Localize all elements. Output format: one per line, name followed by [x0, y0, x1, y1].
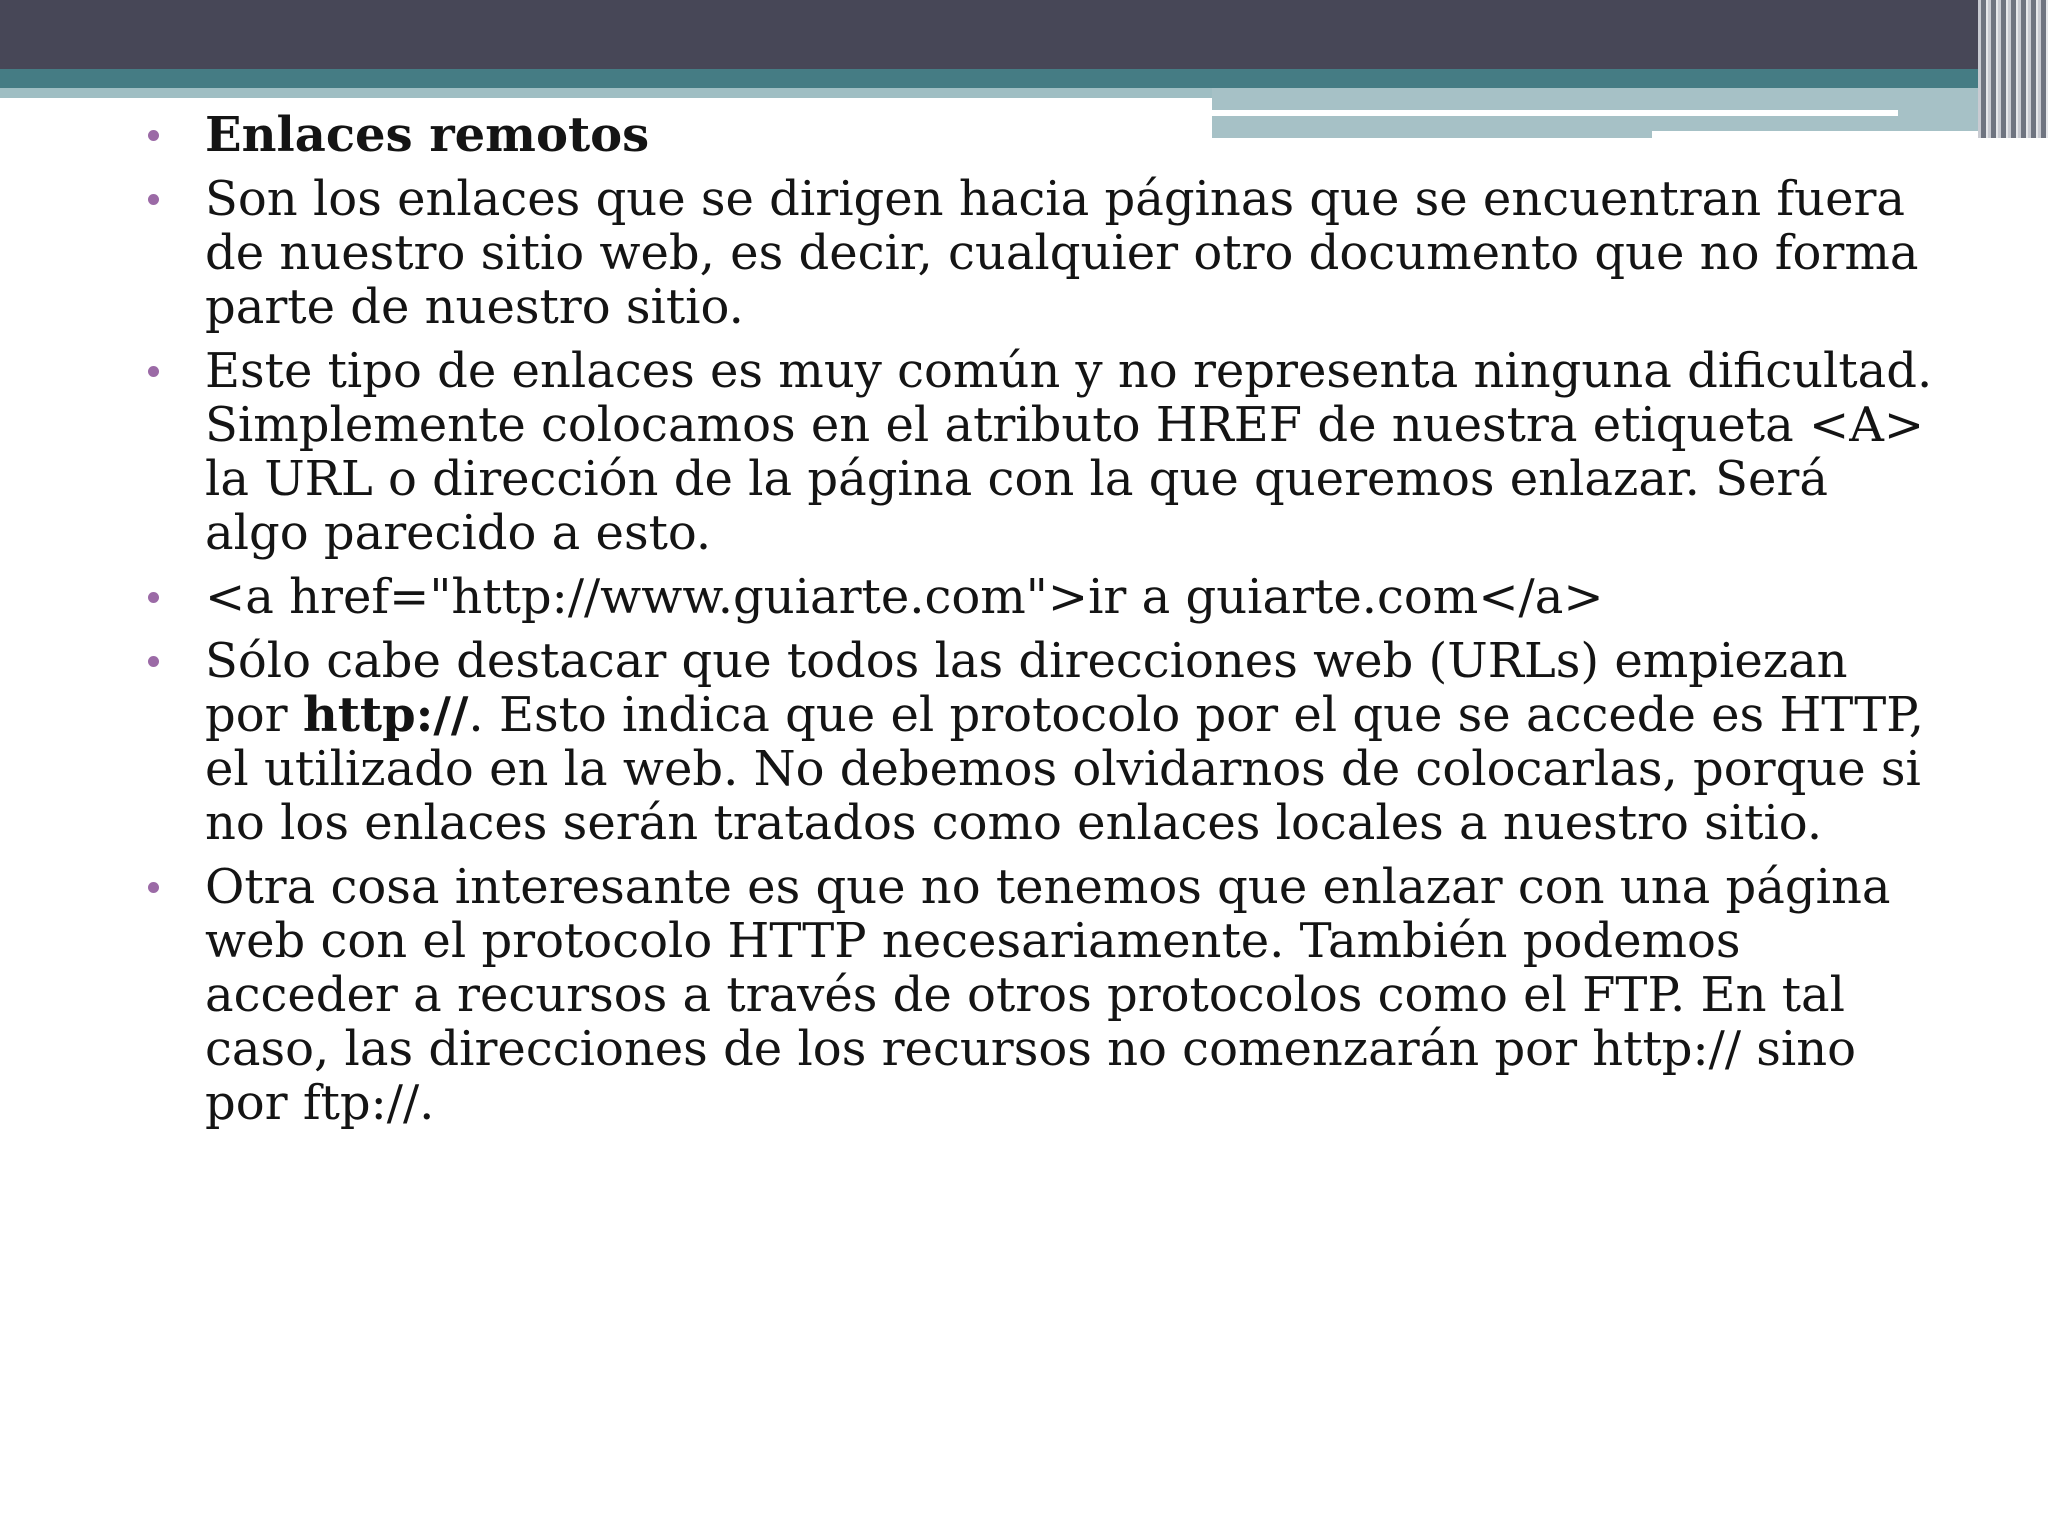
bullet-item	[142, 172, 1942, 334]
bullet-item	[142, 570, 1942, 624]
bullet-icon	[148, 882, 159, 893]
bullet-text-after: . Esto indica que el protocolo por el que se accede es HTTP, el utilizado en la web. No debemos olvidarnos de colocarlas, porque si no los enlaces serán tratados como enlaces locales a nuestro sitio.	[205, 687, 1925, 851]
bullet-text: Este tipo de enlaces es muy común y no representa ninguna dificultad. Simplemente colocamos en el atributo HREF de nuestra etiqueta <A> la URL o dirección de la página con la que queremos enlazar. Será algo parecido a esto.	[205, 343, 1933, 561]
code-example-text: <a href="http://www.guiarte.com">ir a guiarte.com</a>	[205, 569, 1604, 625]
slide-heading: Enlaces remotos	[205, 107, 650, 163]
header-band	[0, 0, 2048, 69]
bullet-icon	[148, 130, 159, 141]
bullet-text-before: Sólo cabe destacar que todos las direcciones web (URLs) empiezan por	[205, 633, 1848, 743]
bullet-item	[142, 860, 1942, 1130]
bullet-icon	[148, 656, 159, 667]
bullet-item	[142, 634, 1942, 850]
header-stripes-decoration	[1978, 0, 2048, 138]
bullet-icon	[148, 592, 159, 603]
slide-body	[142, 108, 1942, 1140]
bullet-text: Son los enlaces que se dirigen hacia páginas que se encuentran fuera de nuestro sitio web, es decir, cualquier otro documento que no forma parte de nuestro sitio.	[205, 171, 1919, 335]
bullet-text-bold: http://	[302, 687, 469, 743]
bullet-item	[142, 108, 1942, 162]
bullet-text: Otra cosa interesante es que no tenemos que enlazar con una página web con el protocolo HTTP necesariamente. También podemos acceder a recursos a través de otros protocolos como el FTP. En tal caso, las direcciones de los recursos no comenzarán por http:// sino por ftp://.	[205, 859, 1891, 1131]
bullet-icon	[148, 194, 159, 205]
bullet-icon	[148, 366, 159, 377]
header-accent-line	[0, 88, 1212, 98]
bullet-item	[142, 344, 1942, 560]
bullet-list	[142, 108, 1942, 1130]
header-teal-band	[0, 69, 2048, 88]
